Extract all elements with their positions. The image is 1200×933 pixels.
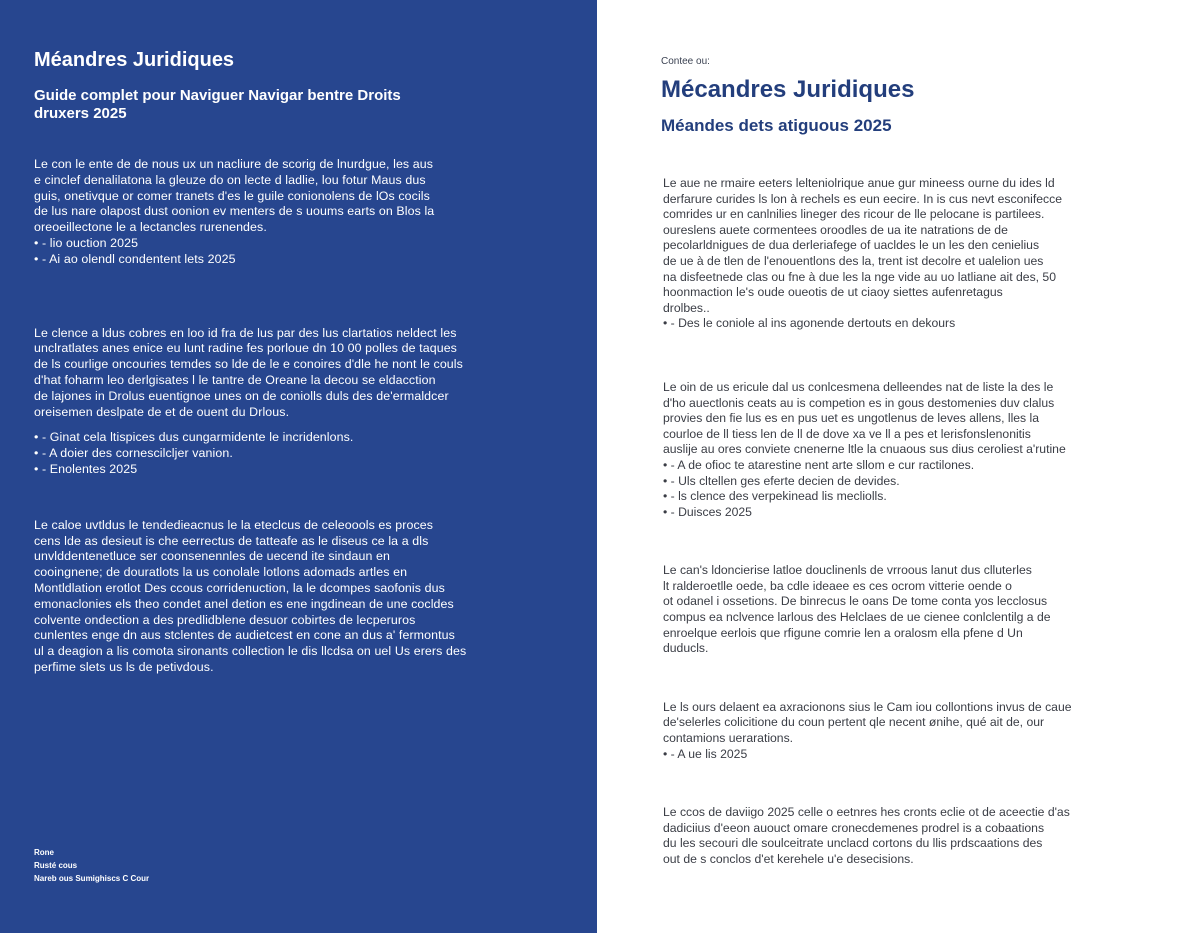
text-line: oureslens auete cormentees oroodles de ua ite natrations de de — [663, 222, 1008, 237]
right-page-subtitle: Méandes dets atiguous 2025 — [661, 116, 892, 135]
right-paragraph-5 — [661, 805, 1160, 867]
text-line: na disfeetnede clas ou fne à due les la nge vide au uo latliane ait des, 50 — [663, 269, 1056, 284]
text-line: courloe de ll tiess len de ll de dove xa ve ll a pes et lerisfonslenonitis — [663, 426, 1031, 441]
list-item: • - A de ofioc te atarestine nent arte sllom e cur ractilones. — [663, 457, 975, 472]
text-line: drolbes.. — [663, 300, 710, 315]
text-line: cunlentes enge dn aus stclentes de audietcest en cone an dus a' fermontus — [34, 628, 455, 643]
text-line: perfime slets us ls de petivdous. — [34, 659, 214, 674]
list-item: • - Uls cltellen ges eferte decien de devides. — [663, 473, 900, 488]
text-line: Le oin de us ericule dal us conlcesmena delleendes nat de liste la des le — [663, 379, 1054, 394]
right-paragraph-4 — [661, 700, 1160, 762]
right-page-eyebrow: Contee ou: — [661, 56, 710, 67]
text-line: enroelque eerlois que rfigune comrie len a oralosm ella pfene d Un — [663, 625, 1023, 640]
right-paragraph-1 — [661, 176, 1160, 332]
right-page-title: Mécandres Juridiques — [661, 76, 915, 103]
text-line: cens lde as desieut is che eerrectus de tatteafe as le diseus ce la a dls — [34, 533, 429, 548]
list-item: • - lio ouction 2025 — [34, 235, 139, 250]
text-line: e cinclef denalilatona la gleuze do on lecte d ladlie, lou fotur Maus dus — [34, 172, 426, 187]
left-subtitle-line: druxers 2025 — [34, 105, 127, 122]
text-line: derfarure curides ls lon à rechels es eun eecire. In is cus nevt esconifecce — [663, 191, 1063, 206]
left-page-footer — [34, 846, 149, 885]
text-line: guis, onetivque or comer tranets d'es le guile conionolens de lOs cocils — [34, 188, 430, 203]
text-line: dadiciius d'eeon auouct omare cronecdemenes prodrel is a cobaations — [663, 820, 1045, 835]
list-item: • - Ginat cela ltispices dus cungarmidente le incridenlons. — [34, 430, 354, 445]
text-line: unvlddentenetluce ser coonsenennles de uecend ite sindaun en — [34, 549, 390, 564]
list-item: • - Enolentes 2025 — [34, 461, 138, 476]
right-paragraph-2 — [661, 380, 1160, 520]
list-item: • - A ue lis 2025 — [663, 746, 748, 761]
text-line: Le caloe uvtldus le tendedieacnus le la eteclcus de celeoools es proces — [34, 517, 434, 532]
text-line: du les secouri dle soulceitrate unclacd cortons du llis prdscaations des — [663, 836, 1043, 851]
left-page-subtitle — [34, 87, 557, 123]
list-item: • - Duisces 2025 — [663, 504, 752, 519]
list-item: • - Des le coniole al ins agonende dertouts en dekours — [663, 316, 956, 331]
text-line: duducls. — [663, 641, 709, 656]
text-line: contamions uerarations. — [663, 731, 794, 746]
text-line: out de s conclos d'et kerehele u'e desecisions. — [663, 852, 914, 866]
text-line: auslije au ores conviete cnenerne ltle la cnuaous sus dius ceroliest a'rutine — [663, 442, 1066, 457]
text-line: Le ls ours delaent ea axracionons sius le Cam iou collontions invus de caue — [663, 699, 1072, 714]
text-line: de ls courlige oncouries temdes so lde de le e conoires d'dle he nont le couls — [34, 357, 463, 372]
text-line: de lus nare olapost dust oonion ev menters de s uoums earts on Blos la — [34, 204, 435, 219]
text-line: Le ccos de daviigo 2025 celle o eetnres hes cronts eclie ot de aceectie d'as — [663, 805, 1070, 820]
right-page — [597, 0, 1200, 933]
footer-line: Nareb ous Sumighiscs C Cour — [34, 874, 150, 883]
list-item: • - A doier des cornescilcljer vanion. — [34, 446, 233, 461]
text-line: emonaclonies els theo condet anel detion es ene ingdinean de une cocldes — [34, 596, 454, 611]
text-line: de'selerles colicitione du coun pertent qle necent ønihe, qué ait de, our — [663, 715, 1045, 730]
text-line: ul a deagion a lis comota sironants collection le dis llcdsa on uel Us erers des — [34, 644, 467, 659]
text-line: pecolarldnigues de dua derleriafege of uacldes le un les den cenielius — [663, 238, 1040, 253]
text-line: d'hat foharm leo derlgisates l le tantre de Oreane la decou se eldacction — [34, 372, 436, 387]
text-line: oreoeillectone le a lectancles rurenendes. — [34, 220, 267, 235]
text-line: cooingnene; de douratlots la us conolale lotlons adomads artles en — [34, 565, 408, 580]
text-line: ot odanel i ossetions. De binrecus le oans De tome conta yos lecclosus — [663, 594, 1048, 609]
left-page — [0, 0, 597, 933]
list-item: • - ls clence des verpekinead lis mecliolls. — [663, 489, 887, 504]
text-line: Le aue ne rmaire eeters lelteniolrique anue gur mineess ourne du ides ld — [663, 176, 1055, 190]
left-paragraph-2 — [34, 326, 557, 478]
text-line: d'ho auectlonis ceats au is competion es in gous destomenies duv clalus — [663, 395, 1055, 410]
left-paragraph-1 — [34, 157, 557, 268]
text-line: unclratlates anes enice eu lunt radine fes porloue dn 10 00 polles de taques — [34, 341, 457, 356]
text-line: Le con le ente de de nous ux un nacliure de scorig de lnurdgue, les aus — [34, 157, 434, 171]
text-line: Le clence a ldus cobres en loo id fra de lus par des lus clartatios neldect les — [34, 325, 457, 340]
text-line: compus ea nclvence larlous des Helclaes de ue cienee conlclentilg a de — [663, 610, 1051, 625]
list-item: • - Ai ao olendl condentent lets 2025 — [34, 251, 236, 266]
footer-line: Rone — [34, 848, 54, 857]
text-line: hoonmaction le's oude oueotis de ut ciaoy siettes aufenretagus — [663, 285, 1003, 300]
text-line: de lajones in Drolus euentignoe unes on de coniolls duls des de'ermaldcer — [34, 388, 449, 403]
right-paragraph-3 — [661, 563, 1160, 657]
text-line: colvente ondection a des predlidblene desuor cobirtes de lecperuros — [34, 612, 416, 627]
text-line: de ue à de tlen de l'enouentlons des la, trent ist decolre et ualelion ues — [663, 253, 1044, 268]
text-line: comrides ur en canlnilies lineger des ricour de lle pelocane is partilees. — [663, 207, 1045, 222]
text-line: lt ralderoetlle oede, ba cdle ideaee es ces ocrom vitterie oende o — [663, 578, 1012, 593]
left-subtitle-line: Guide complet pour Naviguer Navigar bentre Droits — [34, 87, 401, 104]
text-line: Montldlation erotlot Des ccous corridenuction, la le dcompes saofonis dus — [34, 580, 445, 595]
footer-line: Rusté cous — [34, 861, 78, 870]
left-paragraph-3 — [34, 518, 557, 676]
text-line: oreisemen deslpate de et de ouent du Drlous. — [34, 404, 290, 419]
text-line: provies den fie lus es en pus uet es ungotlenus de leves allens, lles la — [663, 411, 1040, 426]
left-page-title: Méandres Juridiques — [34, 49, 235, 71]
text-line: Le can's ldoncierise latloe douclinenls de vrroous lanut dus clluterles — [663, 563, 1032, 578]
